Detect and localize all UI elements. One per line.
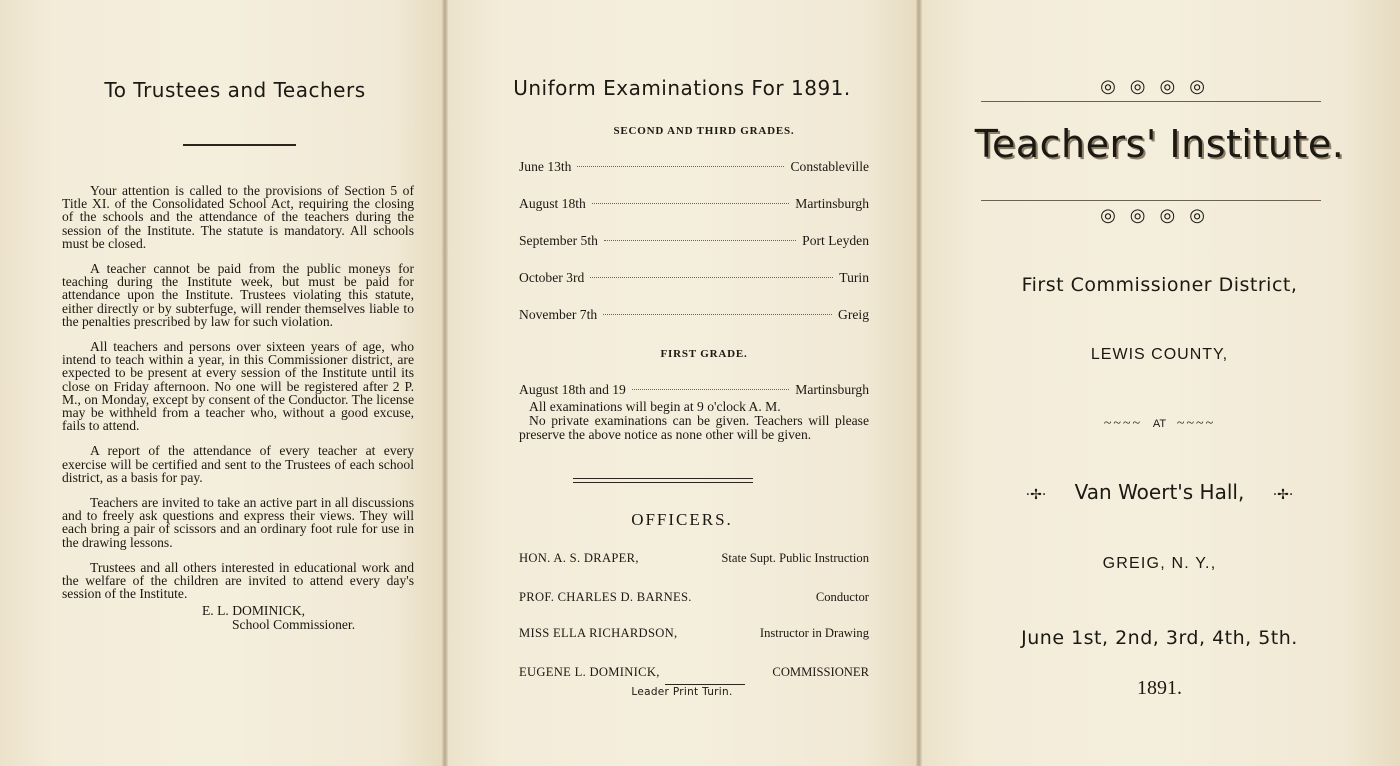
leader-dots <box>577 166 784 167</box>
left-panel-title: To Trustees and Teachers <box>104 78 366 102</box>
leader-dots <box>604 240 796 241</box>
exam-date: August 18th <box>519 196 586 211</box>
town-line: GREIG, N. Y., <box>1102 555 1217 572</box>
title-bottom-rule <box>981 200 1321 201</box>
signature-title: School Commissioner. <box>232 616 356 632</box>
exam-row <box>519 196 869 212</box>
printer-credit: Leader Print Turin. <box>631 686 733 698</box>
exam-row <box>519 270 869 286</box>
exam-date: August 18th and 19 <box>519 382 626 397</box>
leader-dots <box>590 277 833 278</box>
middle-panel <box>445 0 919 766</box>
flourish-right-icon: ·✢· <box>1272 487 1294 503</box>
leader-dots <box>632 389 789 390</box>
signature-name: E. L. DOMINICK, <box>202 603 306 619</box>
right-panel <box>919 0 1400 766</box>
officer-name: EUGENE L. DOMINICK, <box>519 665 660 679</box>
exam-notes <box>519 400 869 442</box>
exam-row <box>519 382 869 398</box>
second-third-grades-heading: SECOND AND THIRD GRADES. <box>613 125 795 137</box>
exam-place: Constableville <box>790 159 869 174</box>
title-top-rule <box>981 101 1321 102</box>
notice-body <box>62 184 414 631</box>
flourish-left-icon: ·✢· <box>1025 487 1047 503</box>
officer-name: HON. A. S. DRAPER, <box>519 551 639 565</box>
exam-date: September 5th <box>519 233 598 248</box>
bullet-ornament-row: ◎◎◎◎ <box>1100 205 1219 225</box>
leader-dots <box>603 314 832 315</box>
officer-name: PROF. CHARLES D. BARNES. <box>519 590 692 604</box>
officer-role: COMMISSIONER <box>772 665 869 679</box>
ornamental-rule <box>573 478 753 484</box>
officer-role: State Supt. Public Instruction <box>721 551 869 565</box>
first-grade-heading: FIRST GRADE. <box>660 348 748 360</box>
exam-date: October 3rd <box>519 270 585 285</box>
notice-paragraph: Teachers are invited to take an active part in all discussions and to freely ask questions and express their views. They will each bring a pair of scissors and an ordinary foot rule for use in the drawing lessons. <box>62 495 414 550</box>
exam-row <box>519 159 869 175</box>
officer-row <box>519 551 869 566</box>
institute-title: Teachers' Institute. <box>974 122 1345 166</box>
notice-paragraph: All teachers and persons over sixteen years of age, who intend to teach within a year, in this Commissioner district, are expected to be present at every session of the Institute until its close on Friday afternoon. No one will be registered after 2 P. M., on Monday, except by consent of the Conductor. The license may be withheld from a teacher who, without a good excuse, fails to attend. <box>62 339 414 434</box>
signature-block <box>62 604 414 630</box>
notice-paragraph: Your attention is called to the provisions of Section 5 of Title XI. of the Consolidated School Act, requiring the closing of the schools and the attendance of the teachers during the session of the Institute. The statute is mandatory. All schools must be closed. <box>62 183 414 251</box>
exam-note: All examinations will begin at 9 o'clock A. M. <box>529 399 781 414</box>
exam-place: Greig <box>838 307 869 322</box>
exam-place: Port Leyden <box>802 233 869 248</box>
exam-place: Martinsburgh <box>795 382 869 397</box>
exams-title: Uniform Examinations For 1891. <box>513 76 851 100</box>
county-line: LEWIS COUNTY, <box>1090 346 1229 363</box>
notice-paragraph: A teacher cannot be paid from the public moneys for teaching during the Institute week, but must be paid for attendance upon the Institute. Trustees violating this statute, either directly or by subterfuge, will render themselves liable to the penalties prescribed by law for such violation. <box>62 261 414 329</box>
flourish-left-icon: ~~~~ <box>1103 416 1143 431</box>
officer-row <box>519 665 869 680</box>
left-panel <box>0 0 445 766</box>
officer-role: Conductor <box>815 590 869 604</box>
at-divider <box>919 416 1400 432</box>
hall-line <box>919 480 1400 504</box>
officers-heading: OFFICERS. <box>631 510 733 529</box>
officer-name: MISS ELLA RICHARDSON, <box>519 626 678 640</box>
exam-row <box>519 307 869 323</box>
exam-note: No private examinations can be given. Teachers will please preserve the above notice as none other will be given. <box>519 413 869 442</box>
year-line: 1891. <box>1137 677 1182 699</box>
officer-row <box>519 590 869 605</box>
printer-rule <box>665 684 745 685</box>
fold-crease <box>916 0 922 766</box>
exam-place: Turin <box>839 270 869 285</box>
title-underline <box>183 144 296 146</box>
bullet-ornament-row: ◎◎◎◎ <box>1100 76 1219 96</box>
notice-paragraph: A report of the attendance of every teacher at every exercise will be certified and sent to the Trustees of each school district, as a basis for pay. <box>62 443 414 485</box>
dates-line: June 1st, 2nd, 3rd, 4th, 5th. <box>1021 627 1298 649</box>
officer-role: Instructor in Drawing <box>759 626 869 640</box>
flourish-right-icon: ~~~~ <box>1176 416 1216 431</box>
leader-dots <box>592 203 789 204</box>
exam-date: June 13th <box>519 159 572 174</box>
fold-crease <box>442 0 448 766</box>
exam-place: Martinsburgh <box>795 196 869 211</box>
at-label: AT <box>1152 418 1167 430</box>
notice-paragraph: Trustees and all others interested in educational work and the welfare of the children are invited to attend every day's session of the Institute. <box>62 559 414 602</box>
district-line: First Commissioner District, <box>1021 274 1298 296</box>
exam-date: November 7th <box>519 307 598 322</box>
officer-row <box>519 626 869 641</box>
hall-name: Van Woert's Hall, <box>1074 480 1245 504</box>
exam-row <box>519 233 869 249</box>
